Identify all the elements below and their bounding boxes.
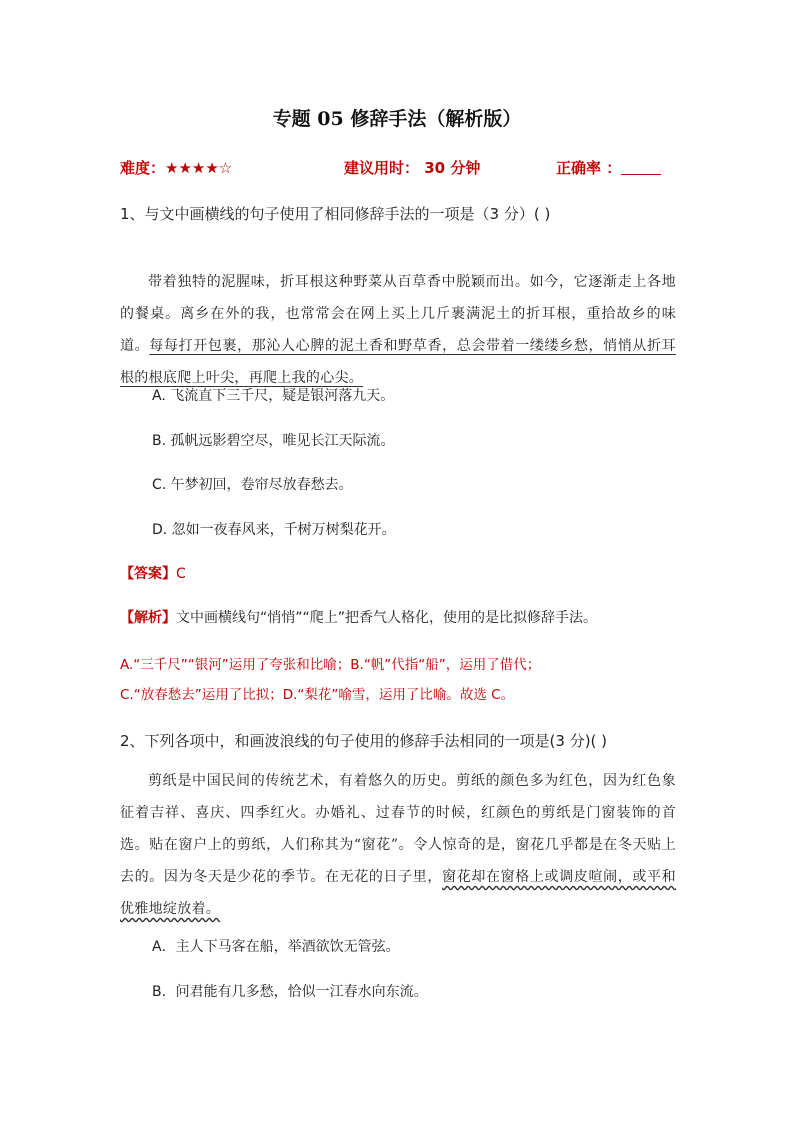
passage-1-underlined-sentence: 每每打开包裹，那沁人心脾的泥土香和野草香，总会带着一缕缕乡愁，悄悄从折耳根的根底爬上叶尖，再爬上我的心尖。 (120, 338, 676, 386)
passage-2-plain: 剪纸是中国民间的传统艺术，有着悠久的历史。剪纸的颜色多为红色，因为红色象征着吉祥、喜庆、四季红火。办婚礼、过春节的时候，红颜色的剪纸是门窗装饰的首选。贴在窗户上的剪纸，人们称其为“窗花”。令人惊奇的是，窗花几乎都是在冬天贴上去的。因为冬天是少花的季节。在无花的日子里， (120, 773, 676, 885)
difficulty-label: 难度：★★★★☆ (120, 159, 233, 177)
accuracy-blank (621, 160, 661, 175)
question-1-passage (120, 266, 676, 394)
accuracy-label-text: 正确率 ： (556, 159, 622, 177)
question-2-stem: 2、下列各项中，和画波浪线的句子使用的修辞手法相同的一项是(3 分)( ) (120, 732, 608, 750)
question-1-stem: 1、与文中画横线的句子使用了相同修辞手法的一项是（3 分）( ) (120, 205, 551, 223)
question-1-option-a: A. 飞流直下三千尺，疑是银河落九天。 (152, 388, 395, 404)
question-1-option-d: D. 忽如一夜春风来，千树万树梨花开。 (152, 522, 396, 538)
question-1-answer (120, 563, 186, 583)
passage-2-wavy-sentence: 窗花却在窗格上或调皮喧闹，或平和优雅地绽放着。 (120, 869, 676, 917)
analysis-heading: 【解析】 (120, 610, 176, 626)
suggested-time-label: 建议用时： 30 分钟 (344, 159, 481, 177)
answer-heading: 【答案】 (120, 566, 176, 582)
analysis-text: 文中画横线句“悄悄”“爬上”把香气人格化，使用的是比拟修辞手法。 (176, 610, 598, 626)
answer-value: C (176, 566, 186, 582)
question-2-option-b: B．问君能有几多愁，恰似一江春水向东流。 (152, 984, 428, 1000)
question-2-option-a: A．主人下马客在船，举酒欲饮无管弦。 (152, 939, 400, 955)
question-1-explain-line-1: A.“三千尺”“银河”运用了夸张和比喻；B.“帆”代指“船”，运用了借代； (120, 657, 541, 673)
question-2-passage (120, 765, 676, 925)
question-1-option-c: C. 午梦初回，卷帘尽放春愁去。 (152, 477, 353, 493)
page-title: 专题 05 修辞手法（解析版） (272, 108, 522, 130)
question-1-explain-line-2: C.“放春愁去”运用了比拟；D.“梨花”喻雪，运用了比喻。故选 C。 (120, 687, 515, 703)
passage-1-plain: 带着独特的泥腥味，折耳根这种野菜从百草香中脱颖而出。如今，它逐渐走上各地的餐桌。离乡在外的我，也常常会在网上买上几斤裹满泥土的折耳根，重拾故乡的味道。 (120, 274, 676, 354)
question-1-analysis (120, 607, 597, 627)
accuracy-label (556, 157, 661, 178)
question-1-option-b: B. 孤帆远影碧空尽，唯见长江天际流。 (152, 433, 395, 449)
